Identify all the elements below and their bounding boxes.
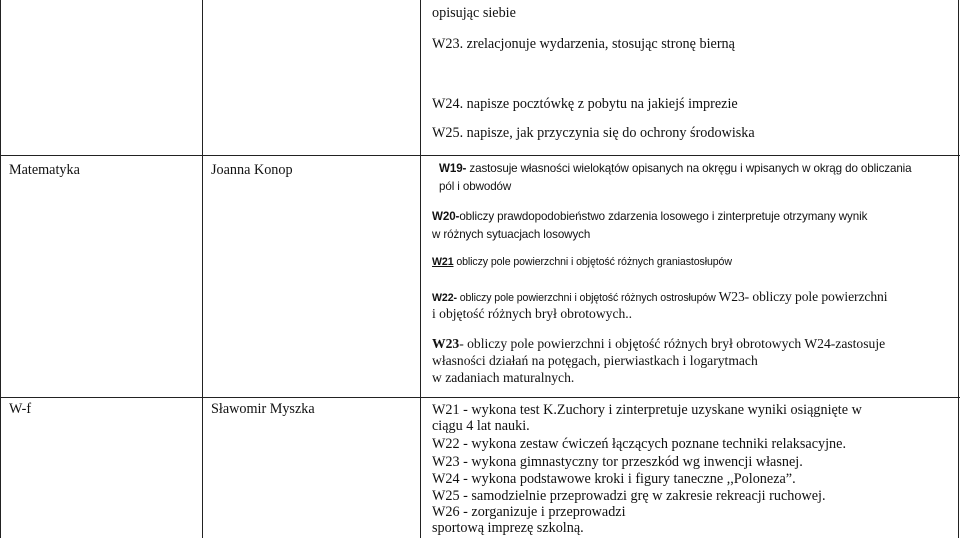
requirement-text: W23- obliczy pole powierzchni <box>718 289 888 304</box>
teacher-cell: Sławomir Myszka <box>211 401 315 417</box>
requirement-line: opisując siebie <box>432 5 516 21</box>
requirement-text: - obliczy pole powierzchni i objętość różnych brył obrotowych W24-zastosuje <box>459 336 886 351</box>
requirement-line: własności działań na potęgach, pierwiastkach i logarytmach <box>432 353 758 368</box>
requirement-line: w różnych sytuacjach losowych <box>432 228 591 241</box>
requirement-line: sportową imprezę szkolną. <box>432 520 584 536</box>
requirement-line: W23 - wykona gimnastyczny tor przeszkód wg inwencji własnej. <box>432 454 803 470</box>
requirement-line: W24 - wykona podstawowe kroki i figury taneczne ,,Poloneza”. <box>432 471 796 487</box>
requirement-line: i objętość różnych brył obrotowych.. <box>432 306 633 321</box>
requirement-code: W20- <box>432 210 460 223</box>
requirement-code: W23 <box>432 336 460 351</box>
requirement-code: W21 <box>432 256 454 268</box>
requirement-line <box>432 256 732 268</box>
requirement-line: W21 - wykona test K.Zuchory i zinterpretuje uzyskane wyniki osiągnięte w <box>432 402 862 418</box>
subject-cell: Matematyka <box>9 162 80 178</box>
requirement-text: obliczy pole powierzchni i objętość różnych ostrosłupów <box>456 292 719 304</box>
requirement-line: w zadaniach maturalnych. <box>432 370 575 385</box>
requirement-line: W26 - zorganizuje i przeprowadzi <box>432 504 626 520</box>
row-divider <box>0 155 960 156</box>
requirement-code: W19- <box>439 162 467 175</box>
requirement-line <box>432 210 867 223</box>
requirement-line <box>439 162 912 175</box>
requirement-line: W25 - samodzielnie przeprowadzi grę w zakresie rekreacji ruchowej. <box>432 488 826 504</box>
requirement-line: W25. napisze, jak przyczynia się do ochrony środowiska <box>432 125 755 141</box>
requirement-text: zastosuje własności wielokątów opisanych na okręgu i wpisanych w okrąg do obliczania <box>466 162 912 175</box>
row-divider <box>0 397 960 398</box>
requirement-text: obliczy prawdopodobieństwo zdarzenia losowego i zinterpretuje otrzymany wynik <box>459 210 868 223</box>
requirement-code: W22- <box>432 292 457 304</box>
teacher-cell: Joanna Konop <box>211 162 293 178</box>
requirement-line: ciągu 4 lat nauki. <box>432 418 530 434</box>
requirement-line: W24. napisze pocztówkę z pobytu na jakiejś imprezie <box>432 96 738 112</box>
requirement-line: pól i obwodów <box>439 180 512 193</box>
requirement-text: obliczy pole powierzchni i objętość różnych graniastosłupów <box>453 256 732 268</box>
requirement-line <box>432 336 885 352</box>
column-divider <box>958 0 959 538</box>
requirement-line: W22 - wykona zestaw ćwiczeń łączących poznane techniki relaksacyjne. <box>432 436 846 452</box>
subject-cell: W-f <box>9 401 32 417</box>
requirement-line <box>432 289 887 305</box>
column-divider <box>0 0 1 538</box>
requirement-line: W23. zrelacjonuje wydarzenia, stosując stronę bierną <box>432 36 735 52</box>
column-divider <box>420 0 421 538</box>
column-divider <box>202 0 203 538</box>
